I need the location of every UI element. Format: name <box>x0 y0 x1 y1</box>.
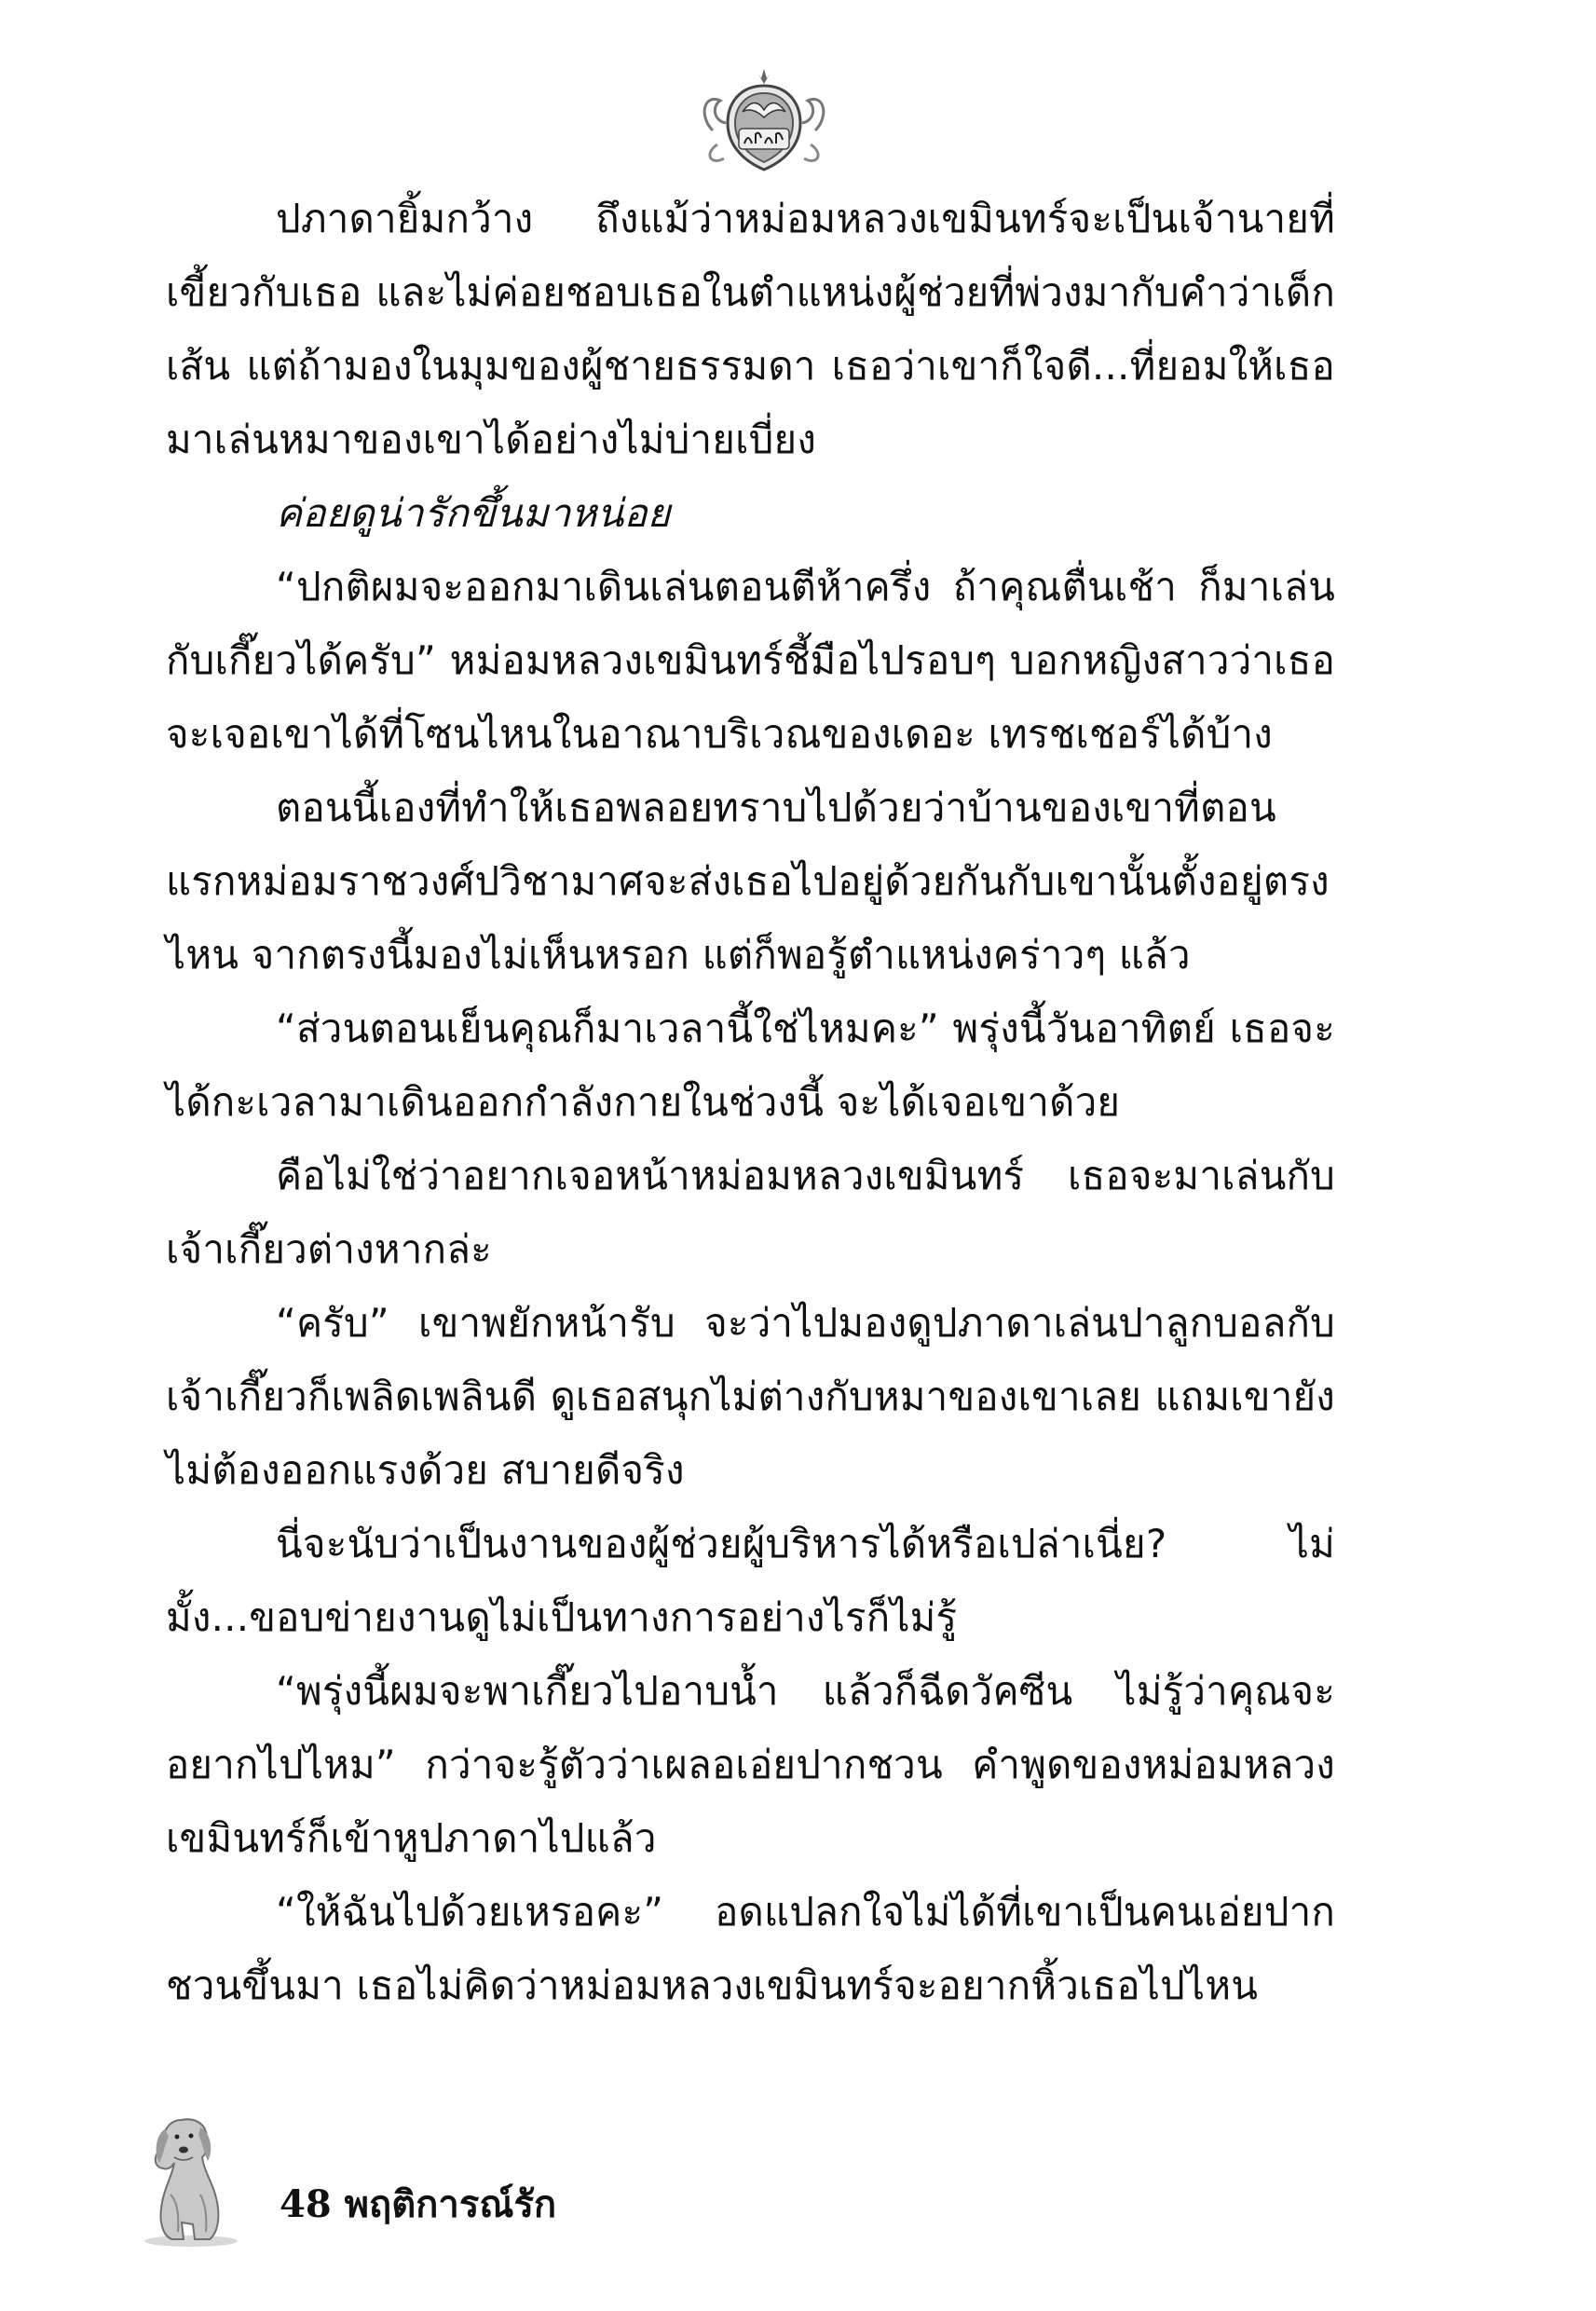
paragraph: ตอนนี้เองที่ทำให้เธอพลอยทราบไปด้วยว่าบ้านของเขาที่ตอนแรกหม่อมราชวงศ์ปวิชามาศจะส่งเธอไปอยู่ด้วยกันกับเขานั้นตั้งอยู่ตรงไหน จากตรงนี้มองไม่เห็นหรอก แต่ก็พอรู้ตำแหน่งคร่าวๆ แล้ว <box>166 785 1330 978</box>
body-text <box>166 182 1335 2022</box>
golden-retriever-icon <box>126 2101 247 2250</box>
page-number: 48 <box>280 2182 332 2226</box>
paragraph: คือไม่ใช่ว่าอยากเจอหน้าหม่อมหลวงเขมินทร์ เธอจะมาเล่นกับเจ้าเกี๊ยวต่างหากล่ะ <box>166 1153 1335 1272</box>
crest-logo <box>694 65 834 177</box>
page-folio <box>280 2174 556 2234</box>
ornamental-crest-icon <box>694 65 834 177</box>
paragraph: “พรุ่งนี้ผมจะพาเกี๊ยวไปอาบน้ำ แล้วก็ฉีดวัคซีน ไม่รู้ว่าคุณจะอยากไปไหม” กว่าจะรู้ตัวว่าเผลอเอ่ยปากชวน คำพูดของหม่อมหลวงเขมินทร์ก็เข้าหูปภาดาไปแล้ว <box>166 1668 1335 1861</box>
paragraph-italic-thought: ค่อยดูน่ารักขึ้นมาหน่อย <box>276 490 671 536</box>
paragraph: “ส่วนตอนเย็นคุณก็มาเวลานี้ใช่ไหมคะ” พรุ่งนี้วันอาทิตย์ เธอจะได้กะเวลามาเดินออกกำลังกายในช่วงนี้ จะได้เจอเขาด้วย <box>166 1005 1335 1125</box>
page-footer <box>126 2101 685 2250</box>
paragraph: “ปกติผมจะออกมาเดินเล่นตอนตีห้าครึ่ง ถ้าคุณตื่นเช้า ก็มาเล่นกับเกี๊ยวได้ครับ” หม่อมหลวงเขมินทร์ชี้มือไปรอบๆ บอกหญิงสาวว่าเธอจะเจอเขาได้ที่โซนไหนในอาณาบริเวณของเดอะ เทรชเชอร์ได้บ้าง <box>166 564 1335 757</box>
paragraph: “ครับ” เขาพยักหน้ารับ จะว่าไปมองดูปภาดาเล่นปาลูกบอลกับเจ้าเกี๊ยวก็เพลิดเพลินดี ดูเธอสนุกไม่ต่างกับหมาของเขาเลย แถมเขายังไม่ต้องออกแรงด้วย สบายดีจริง <box>166 1300 1335 1493</box>
paragraph: ปภาดายิ้มกว้าง ถึงแม้ว่าหม่อมหลวงเขมินทร์จะเป็นเจ้านายที่เขี้ยวกับเธอ และไม่ค่อยชอบเธอในตำแหน่งผู้ช่วยที่พ่วงมากับคำว่าเด็กเส้น แต่ถ้ามองในมุมของผู้ชายธรรมดา เธอว่าเขาก็ใจดี...ที่ยอมให้เธอมาเล่นหมาของเขาได้อย่างไม่บ่ายเบี่ยง <box>166 196 1335 462</box>
paragraph: “ให้ฉันไปด้วยเหรอคะ” อดแปลกใจไม่ได้ที่เขาเป็นคนเอ่ยปากชวนขึ้นมา เธอไม่คิดว่าหม่อมหลวงเขมินทร์จะอยากหิ้วเธอไปไหน <box>166 1889 1335 2008</box>
book-title: พฤติการณ์รัก <box>344 2182 557 2226</box>
paragraph: นี่จะนับว่าเป็นงานของผู้ช่วยผู้บริหารได้หรือเปล่าเนี่ย? ไม่มั้ง...ขอบข่ายงานดูไม่เป็นทางการอย่างไรก็ไม่รู้ <box>166 1521 1335 1640</box>
